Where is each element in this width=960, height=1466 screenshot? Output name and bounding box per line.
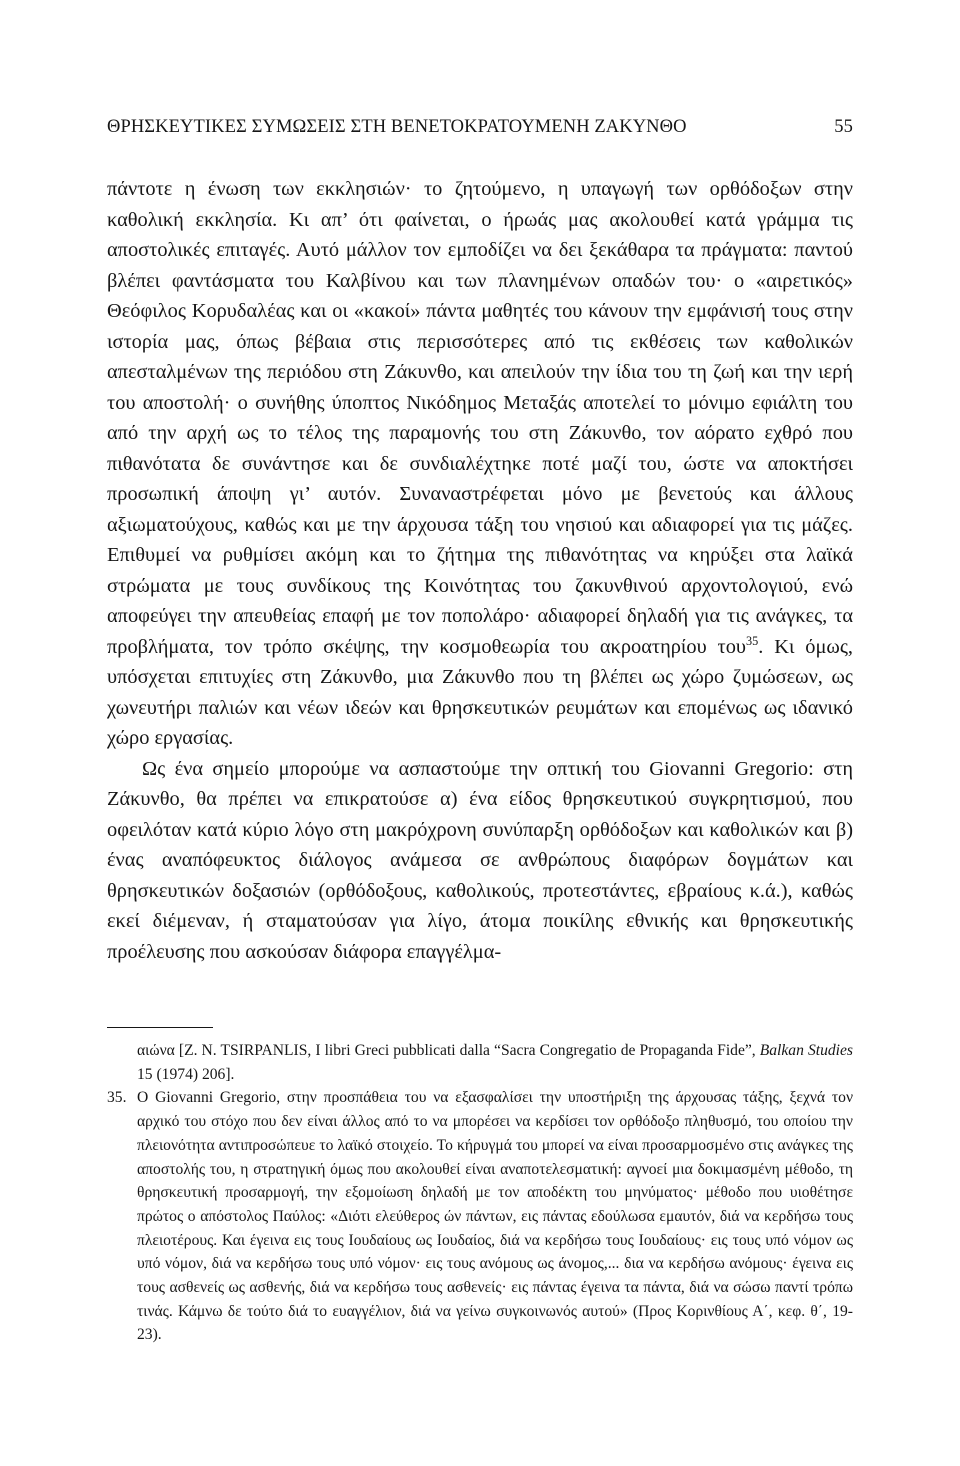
footnote-ref-35: 35 <box>746 633 759 648</box>
footnote-35 <box>107 1086 853 1347</box>
main-text <box>107 174 853 967</box>
paragraph-1-text-end: . Κι όμως, υπόσχεται επιτυχίες στη Ζάκυνθο, μια Ζάκυνθο που τη βλέπει ως χώρο ζυμώσεων, ως χωνευτήρι παλιών και νέων ιδεών και θρησκευτικών ρευμάτων και επομένως ως ιδανικό χώρο εργασίας. <box>107 635 854 749</box>
paragraph-1 <box>107 174 853 754</box>
footnote-separator <box>107 1027 213 1028</box>
footnote-number: 35. <box>107 1089 127 1107</box>
footnote-continuation-end: 15 (1974) 206]. <box>137 1065 235 1083</box>
footnote-35-text: Ο Giovanni Gregorio, στην προσπάθεια του να εξασφαλίσει την υποστήριξη της άρχουσας τάξης, ξεχνά τον αρχικό του στόχο που δεν είναι άλλος από το να μπορέσει να κερδίσει τον ορθόδοξο πληθυσμό, του οποίου την πλειονότητα αντιπροσώπευε το λαϊκό στοιχείο. Το κήρυγμά του μπορεί να είναι προσαρμοσμένο στις ανάγκες της αποστολής του, η στρατηγική όμως που ακολουθεί είναι αναποτελεσματική: αγνοεί μια δοκιμασμένη μέθοδο, τη θρησκευτική προσαρμογή, την εξομοίωση δηλαδή με τον αποδέκτη του μηνύματος· μέθοδο που υιοθέτησε πρώτος ο απόστολος Παύλος: «Διότι ελεύθερος ών πάντων, εις πάντας εδούλωσα εμαυτόν, διά να κερδήσω τους πλειοτέρους. Και έγεινα εις τους Ιουδαίους ως Ιουδαίος, διά να κερδήσω τους Ιουδαίους· εις τους υπό νόμον ως υπό νόμον, διά να κερδήσω τους υπό νόμον· εις τους ανόμους ως άνομος,... δια να κερδήσω ανόμους· έγεινα εις τους ασθενείς ως ασθενής, διά να κερδήσω τους ασθενείς· εις πάντας έγεινα τα πάντα, διά να σώσω παντί τρόπω τινάς. Κάμνω δε τούτο διά το ευαγγέλιον, διά να γείνω συγκοινωνός αυτού» (Προς Κορινθίους Α΄, κεφ. θ΄, 19-23). <box>137 1089 853 1344</box>
paragraph-2: Ως ένα σημείο μπορούμε να ασπαστούμε την οπτική του Giovanni Gregorio: στη Ζάκυνθο, θα πρέπει να επικρατούσε α) ένα είδος θρησκευτικού συγκρητισμού, που οφειλόταν κατά κύριο λόγο στη μακρόχρονη συνύπαρξη ορθόδοξων και καθολικών και β) ένας αναπόφευκτος διάλογος ανάμεσα σε ανθρώπους διαφόρων δογμάτων και θρησκευτικών δοξασιών (ορθόδοξους, καθολικούς, προτεστάντες, εβραίους κ.ά.), καθώς εκεί διέμεναν, ή σταματούσαν για λίγο, άτομα ποικίλης εθνικής και θρησκευτικής προέλευσης που ασκούσαν διάφορα επαγγέλμα- <box>107 757 853 963</box>
paragraph-1-text: πάντοτε η ένωση των εκκλησιών· το ζητούμενο, η υπαγωγή των ορθόδοξων στην καθολική εκκλησία. Κι απ’ ότι φαίνεται, ο ήρωάς μας ακολουθεί κατά γράμμα τις αποστολικές επιταγές. Αυτό μάλλον τον εμποδίζει να δει ξεκάθαρα τα πράγματα: παντού βλέπει φαντάσματα του Καλβίνου και των πλανημένων οπαδών του· ο «αιρετικός» Θεόφιλος Κορυδαλέας και οι «κακοί» πάντα μαθητές του κάνουν την εμφάνισή τους στην ιστορία μας, όπως βέβαια στις περισσότερες από τις εκθέσεις των καθολικών απεσταλμένων της περιόδου στη Ζάκυνθο, και απειλούν την ίδια του τη ζωή και την ιερή του αποστολή· ο συνήθης ύποπτος Νικόδημος Μεταξάς αποτελεί το μόνιμο εφιάλτη του από την αρχή ως το τέλος της παραμονής του στη Ζάκυνθο, τον αόρατο εχθρό που πιθανότατα δε συνάντησε και δε συνδιαλέχτηκε ποτέ μαζί του, ώστε να αποκτήσει προσωπική άποψη γι’ αυτόν. Συναναστρέφεται μόνο με βενετούς και άλλους αξιωματούχους, καθώς και με την άρχουσα τάξη του νησιού και αδιαφορεί για τις μάζες. Επιθυμεί να ρυθμίσει ακόμη και το ζήτημα της πιθανότητας να κηρύξει στα λαϊκά στρώματα με τους συνδίκους της Κοινότητας του ζακυνθινού αρχοντολογιού, ενώ αποφεύγει την απευθείας επαφή με τον ποπολάρο· αδιαφορεί δηλαδή για τις ανάγκες, τα προβλήματα, τον τρόπο σκέψης, την κοσμοθεωρία του ακροατηρίου του <box>107 178 853 658</box>
page-number: 55 <box>834 117 853 137</box>
footnotes <box>107 1039 853 1347</box>
footnote-continuation <box>107 1039 853 1086</box>
running-header <box>107 117 853 147</box>
journal-title: Balkan Studies <box>759 1042 853 1059</box>
footnote-continuation-text: αιώνα [Z. N. TSIRPANLIS, I libri Greci pubblicati dalla “Sacra Congregatio de Propaganda Fide”, <box>137 1042 760 1059</box>
running-title: ΘΡΗΣΚΕΥΤΙΚΕΣ ΣΥΜΩΣΕΙΣ ΣΤΗ ΒΕΝΕΤΟΚΡΑΤΟΥΜΕΝΗ ΖΑΚΥΝΘΟ <box>107 117 687 137</box>
